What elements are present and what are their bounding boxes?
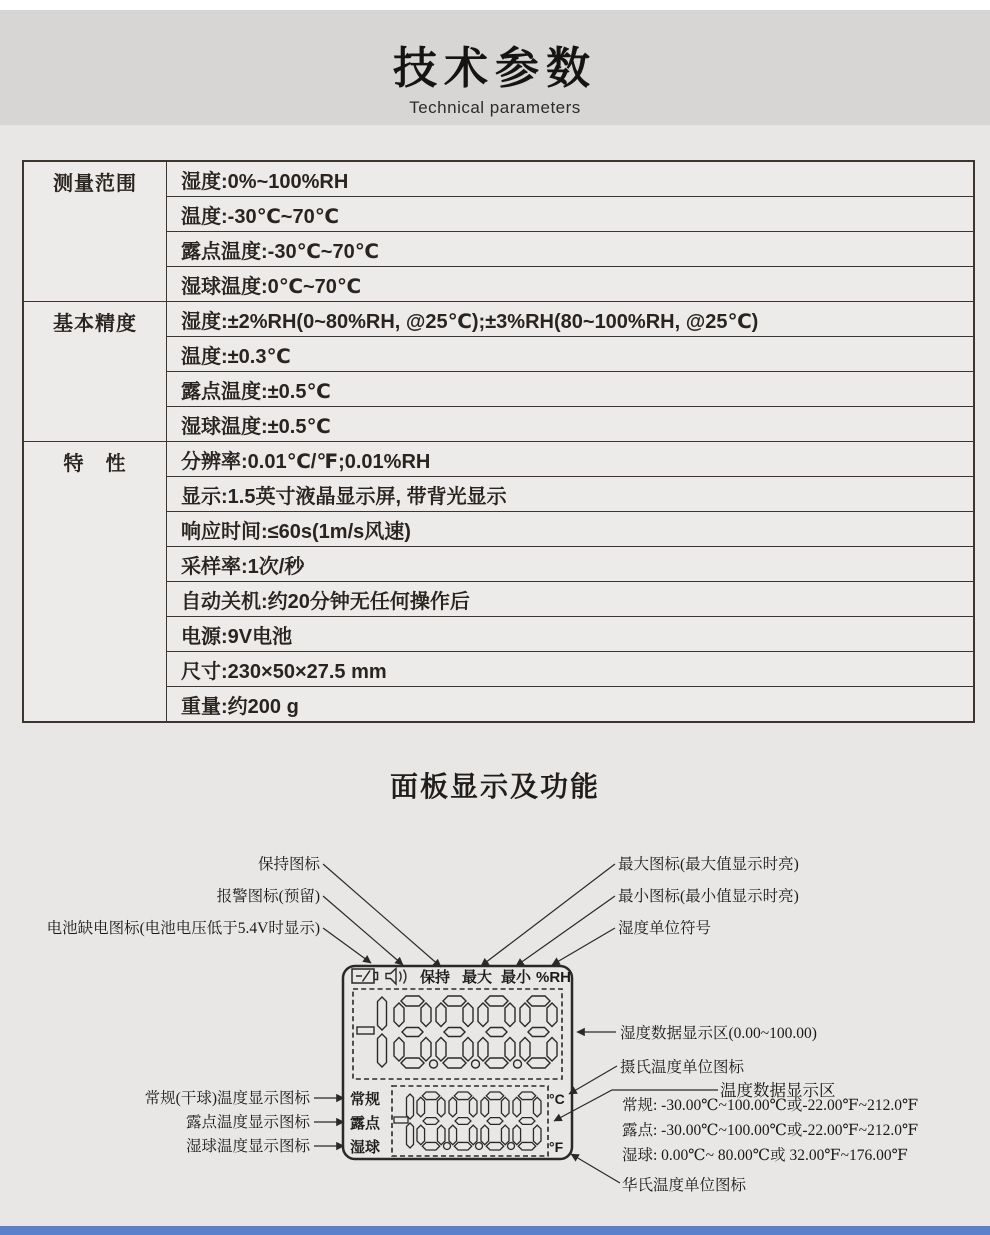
footer-accent-bar [0,1226,990,1235]
spec-value-cell: 露点温度:±0.5℃ [167,372,975,407]
callout-normal-temp-icon: 常规(干球)温度显示图标 [144,1090,310,1107]
title-band [0,10,990,125]
spec-value-cell: 露点温度:-30℃~70℃ [167,232,975,267]
spec-row [23,302,974,337]
callout-celsius-unit-icon: 摄氏温度单位图标 [620,1059,745,1076]
spec-value-cell: 湿球温度:0℃~70℃ [167,267,975,302]
spec-group-label: 特 性 [23,442,167,723]
spec-row [23,617,974,652]
spec-row [23,442,974,477]
spec-group-label: 测量范围 [23,161,167,302]
spec-row [23,512,974,547]
callout-hold-icon: 保持图标 [257,856,320,873]
lcd-normal-label: 常规 [350,1091,381,1108]
spec-value-cell: 显示:1.5英寸液晶显示屏, 带背光显示 [167,477,975,512]
callout-humidity-unit: 湿度单位符号 [618,920,712,937]
lcd-rh-indicator: %RH [536,969,572,986]
spec-row [23,197,974,232]
temp-range-dew: 露点: -30.00℃~100.00℃或-22.00℉~212.0℉ [622,1122,919,1139]
spec-value-cell: 尺寸:230×50×27.5 mm [167,652,975,687]
spec-row [23,582,974,617]
spec-value-cell: 响应时间:≤60s(1m/s风速) [167,512,975,547]
spec-row [23,407,974,442]
callout-wet-temp-icon: 湿球温度显示图标 [185,1138,310,1155]
spec-row [23,161,974,197]
callout-min-icon: 最小图标(最小值显示时亮) [618,888,799,905]
spec-row [23,652,974,687]
panel-section-title: 面板显示及功能 [389,771,600,802]
callout-alarm-icon: 报警图标(预留) [216,888,320,905]
lcd-fahrenheit-unit: °F [549,1139,564,1155]
lcd-min-indicator: 最小 [501,969,532,986]
spec-value-cell: 重量:约200 g [167,687,975,723]
spec-row [23,477,974,512]
callout-max-icon: 最大图标(最大值显示时亮) [618,856,799,873]
lcd-dew-label: 露点 [350,1115,381,1132]
page-subtitle: Technical parameters [409,98,581,117]
spec-group-label: 基本精度 [23,302,167,442]
page-title: 技术参数 [393,44,597,93]
spec-value-cell: 采样率:1次/秒 [167,547,975,582]
spec-row [23,267,974,302]
spec-value-cell: 湿度:±2%RH(0~80%RH, @25℃);±3%RH(80~100%RH, @25℃) [167,302,975,337]
callout-low-battery-icon: 电池缺电图标(电池电压低于5.4V时显示) [46,920,320,937]
spec-value-cell: 电源:9V电池 [167,617,975,652]
spec-row [23,232,974,267]
spec-row [23,337,974,372]
callout-fahrenheit-unit-icon: 华氏温度单位图标 [622,1177,747,1194]
callout-humidity-data-area: 湿度数据显示区(0.00~100.00) [620,1025,817,1042]
lcd-celsius-unit: °C [549,1091,565,1107]
spec-value-cell: 湿球温度:±0.5℃ [167,407,975,442]
spec-row [23,547,974,582]
spec-value-cell: 温度:±0.3℃ [167,337,975,372]
callout-dew-temp-icon: 露点温度显示图标 [185,1114,310,1131]
lcd-wet-label: 湿球 [350,1139,381,1156]
lcd-max-indicator: 最大 [462,969,493,986]
spec-value-cell: 湿度:0%~100%RH [167,161,975,197]
callout-temp-data-area: 温度数据显示区 [720,1081,836,1100]
temp-range-normal: 常规: -30.00℃~100.00℃或-22.00℉~212.0℉ [622,1097,919,1114]
spec-table [22,160,975,723]
temp-range-wet: 湿球: 0.00℃~ 80.00℃或 32.00℉~176.00℉ [622,1147,908,1164]
spec-value-cell: 自动关机:约20分钟无任何操作后 [167,582,975,617]
spec-row [23,687,974,723]
spec-value-cell: 分辨率:0.01℃/℉;0.01%RH [167,442,975,477]
spec-row [23,372,974,407]
spec-value-cell: 温度:-30℃~70℃ [167,197,975,232]
lcd-hold-indicator: 保持 [420,969,451,986]
